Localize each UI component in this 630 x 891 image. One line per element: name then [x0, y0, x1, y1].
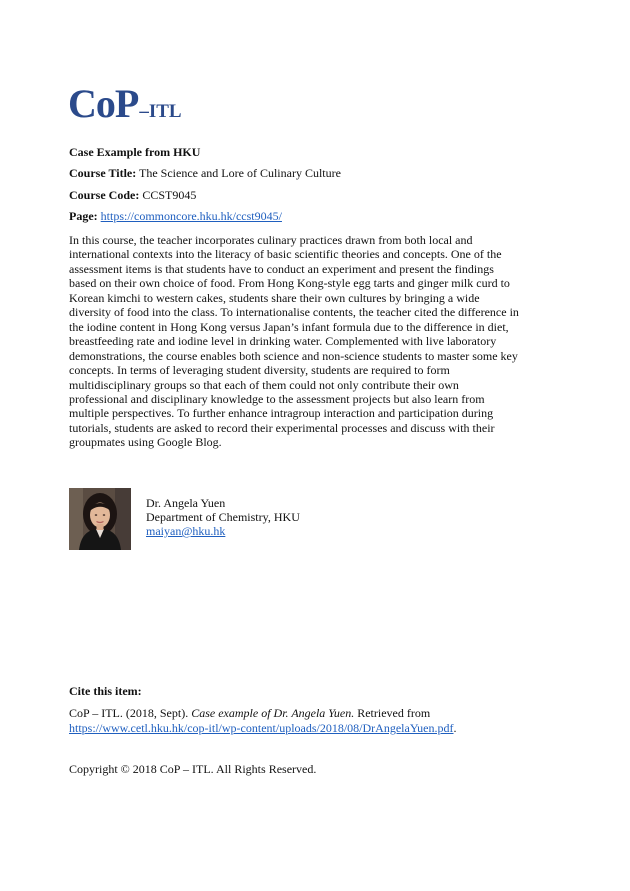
description-line: multiple perspectives. To further enhance intragroup interaction and participation during [69, 406, 494, 421]
contact-block [146, 496, 300, 538]
cite-heading: Cite this item: [69, 684, 142, 698]
description-line: concepts. In terms of leveraging student diversity, students are required to form [69, 363, 450, 378]
description-line: breastfeeding rate and iodine level in drinking water. Complemented with live laboratory [69, 334, 497, 349]
course-code-value: CCST9045 [142, 188, 197, 202]
portrait-illustration [69, 488, 131, 550]
course-title-value: The Science and Lore of Culinary Culture [139, 166, 341, 180]
citation-title: Case example of Dr. Angela Yuen. [191, 706, 355, 720]
description-line: international contexts into the literacy of basic scientific theories and concepts. One of the [69, 247, 502, 262]
logo-suffix-text: –ITL [139, 101, 182, 122]
contact-name: Dr. Angela Yuen [146, 496, 226, 510]
cop-itl-logo [68, 81, 182, 126]
citation-block [69, 706, 457, 736]
description-line: demonstrations, the course enables both science and non-science students to master some key [69, 348, 518, 363]
course-page-link[interactable]: https://commoncore.hku.hk/ccst9045/ [100, 209, 282, 223]
course-title-line [69, 166, 341, 180]
description-line: multidisciplinary groups so that each of them could not only contribute their own [69, 377, 459, 392]
contact-department: Department of Chemistry, HKU [146, 510, 300, 524]
description-line: diversity of food into the class. To internationalise contents, the teacher cited the difference in [69, 305, 519, 320]
description-line: Korean kimchi to western cakes, students share their own cultures by bringing a wide [69, 290, 480, 305]
case-description [69, 233, 529, 450]
citation-url-end: . [453, 721, 457, 735]
citation-url-link[interactable]: https://www.cetl.hku.hk/cop-itl/wp-content/uploads/2018/08/DrAngelaYuen.pdf [69, 721, 454, 735]
citation-prefix: CoP – ITL. (2018, Sept). [69, 706, 192, 720]
course-page-line [69, 209, 282, 223]
case-example-heading: Case Example from HKU [69, 145, 201, 159]
logo-main-text: CoP [68, 81, 139, 126]
description-line: the iodine content in Hong Kong versus Japan’s infant formula due to the difference in diet, [69, 319, 509, 334]
description-line: professional and disciplinary knowledge to the assessment projects but also learn from [69, 391, 485, 406]
copyright-notice: Copyright © 2018 CoP – ITL. All Rights Reserved. [69, 762, 317, 776]
description-line: groupmates using Google Blog. [69, 435, 222, 450]
course-title-label: Course Title: [69, 166, 137, 180]
citation-url-line [69, 721, 457, 736]
citation-suffix: Retrieved from [354, 706, 431, 720]
description-line: tutorials, students are asked to record their experimental processes and discuss with their [69, 420, 495, 435]
contact-email-link[interactable]: maiyan@hku.hk [146, 524, 226, 538]
description-line: In this course, the teacher incorporates culinary practices drawn from both local and [69, 233, 473, 247]
description-line: based on their own choice of food. From Hong Kong-style egg tarts and ginger milk curd to [69, 276, 510, 291]
course-code-label: Course Code: [69, 188, 140, 202]
course-code-line [69, 188, 196, 202]
description-line: assessment items is that students have to conduct an experiment and present the findings [69, 261, 494, 276]
course-page-label: Page: [69, 209, 98, 223]
citation-line [69, 706, 457, 721]
portrait-photo [69, 488, 131, 550]
